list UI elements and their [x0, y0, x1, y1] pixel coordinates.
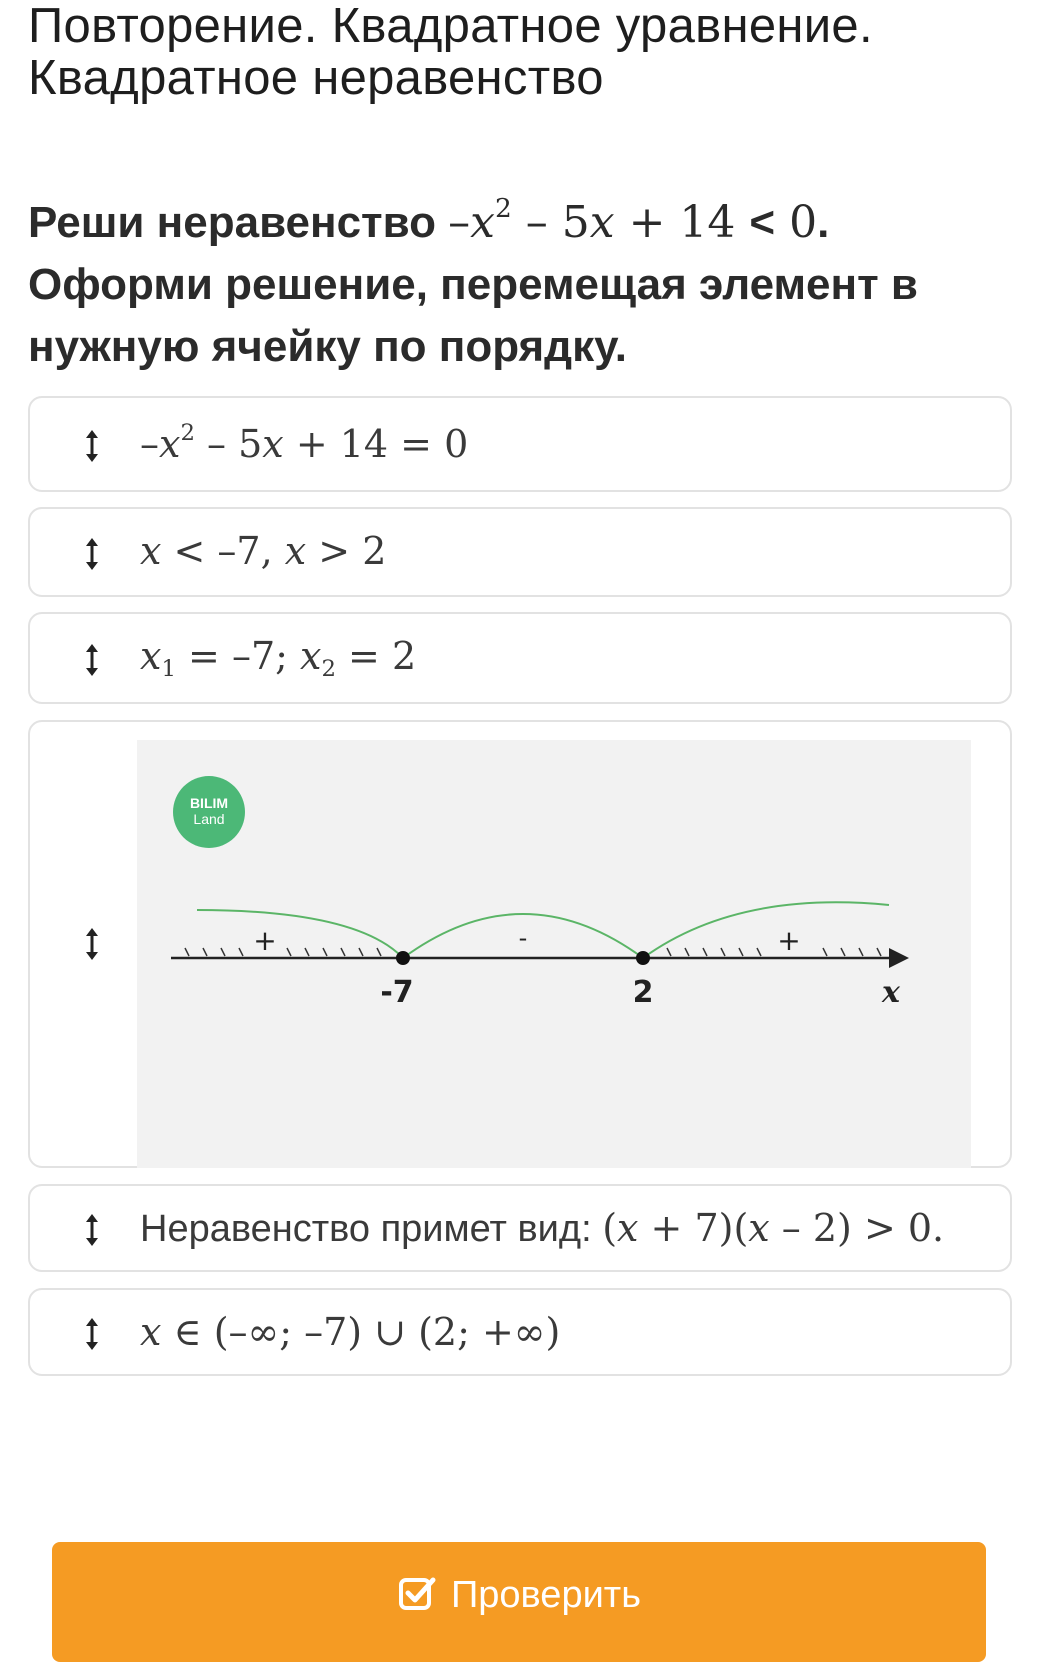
item-text-5 — [140, 1206, 944, 1251]
question-text — [28, 192, 1038, 378]
drag-vertical-icon[interactable] — [82, 1314, 102, 1354]
question-prefix: Реши неравенство — [28, 198, 449, 247]
page-title-line1: Повторение. Квадратное уравнение. — [28, 0, 873, 53]
checkbox-check-icon — [397, 1574, 437, 1614]
drag-vertical-icon[interactable] — [82, 426, 102, 466]
item-text-2: x < –7, x > 2 — [140, 529, 387, 573]
sortable-item-1[interactable] — [28, 396, 1012, 492]
check-button-content — [52, 1574, 986, 1617]
sortable-item-3[interactable] — [28, 612, 1012, 704]
sign-middle: - — [518, 924, 528, 952]
check-button[interactable] — [52, 1542, 986, 1662]
question-line1 — [28, 192, 1038, 254]
question-expression: $-x^2 - 5x + 14 < 0$. — [448, 193, 830, 248]
arc-right — [643, 902, 889, 958]
drag-vertical-icon[interactable] — [82, 924, 102, 964]
sign-right: + — [777, 924, 801, 957]
label-axis-x: x — [882, 975, 900, 1010]
label-point-right: 2 — [632, 975, 654, 1010]
point-left — [396, 951, 410, 965]
hatch-right — [667, 948, 881, 956]
logo-line2: Land — [193, 811, 225, 827]
page-title — [28, 0, 1038, 104]
axis-arrow — [889, 948, 909, 968]
logo-line1: BILIM — [189, 795, 229, 811]
sortable-item-4[interactable] — [28, 720, 1012, 1168]
item-text-5-prefix: Неравенство примет вид: — [140, 1208, 603, 1250]
question-line2: Оформи решение, перемещая элемент в — [28, 260, 918, 309]
point-right — [636, 951, 650, 965]
drag-vertical-icon[interactable] — [82, 640, 102, 680]
sortable-item-2[interactable] — [28, 507, 1012, 597]
arc-left — [197, 910, 403, 958]
drag-vertical-icon[interactable] — [82, 534, 102, 574]
number-line-figure — [137, 740, 971, 1168]
check-button-label: Проверить — [450, 1574, 642, 1616]
item-text-1: $-x^2 - 5x + 14 = 0$ — [140, 419, 469, 466]
bilimland-logo — [173, 776, 245, 848]
item-text-5-math: (x + 7)(x – 2) > 0. — [602, 1206, 945, 1250]
hatch-left — [185, 948, 381, 956]
item-text-3: $x_1 = -7$; $x_2 = 2$ — [140, 634, 417, 682]
question-line3: нужную ячейку по порядку. — [28, 322, 627, 371]
sign-left: + — [253, 924, 277, 957]
sortable-item-6[interactable] — [28, 1288, 1012, 1376]
sortable-item-5[interactable] — [28, 1184, 1012, 1272]
label-point-left: -7 — [380, 975, 414, 1010]
item-text-6: x ∈ (–∞; –7) ∪ (2; +∞) — [140, 1310, 561, 1354]
drag-vertical-icon[interactable] — [82, 1210, 102, 1250]
page-title-line2: Квадратное неравенство — [28, 51, 604, 105]
